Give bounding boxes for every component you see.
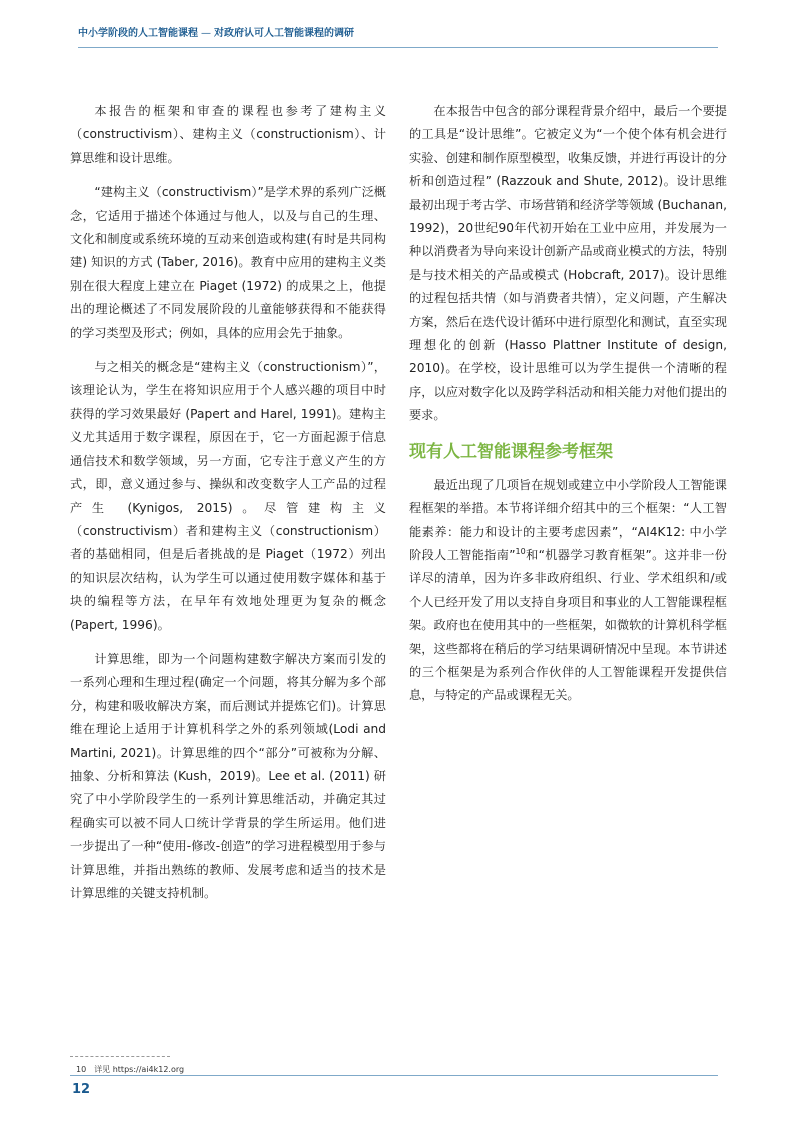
footnote-text[interactable]: 详见 https://ai4k12.org bbox=[94, 1065, 185, 1074]
paragraph-ai-frameworks-part2: 和“机器学习教育框架”。这并非一份详尽的清单，因为许多非政府组织、行业、学术组织和/或个人已经开发了用以支持自身项目和事业的人工智能课程框架。政府也在使用其中的一些框架，如微软的计算机科学框架，这些都将在稍后的学习结果调研情况中呈现。本节讲述的三个框架是为系列合作伙伴的人工智能课程开发提供信息，与特定的产品或课程无关。 bbox=[409, 547, 727, 703]
footnote-number: 10 bbox=[76, 1065, 87, 1074]
right-column bbox=[409, 100, 727, 719]
footnote bbox=[76, 1064, 184, 1075]
footnote-reference[interactable]: 10 bbox=[515, 546, 526, 556]
paragraph-ai-frameworks bbox=[409, 474, 727, 708]
footer-divider bbox=[70, 1075, 718, 1076]
paragraph-computational-thinking: 计算思维，即为一个问题构建数字解决方案而引发的一系列心理和生理过程(确定一个问题，将其分解为多个部分，构建和吸收解决方案，而后测试并提炼它们)。计算思维在理论上适用于计算机科学之外的系列领域(Lodi and Martini, 2021)。计算思维的四个“部分”可被称为分解、抽象、分析和算法 (Kush，2019)。Lee et al. (2011) 研究了中小学阶段学生的一系列计算思维活动，并确定其过程确实可以被不同人口统计学背景的学生所运用。他们进一步提出了一种“使用-修改-创造”的学习进程模型用于参与计算思维，并指出熟练的教师、发展考虑和适当的技术是计算思维的关键支持机制。 bbox=[70, 651, 386, 900]
footnote-divider bbox=[70, 1056, 170, 1057]
running-header bbox=[78, 24, 718, 39]
paragraph-constructivism: “建构主义（constructivism）”是学术界的系列广泛概念，它适用于描述个体通过与他人，以及与自己的生理、文化和制度或系统环境的互动来创造或构建(有时是共同构建) 知识的方式 (Taber, 2016)。教育中应用的建构主义类别在很大程度上建立在 Piaget (1972) 的成果之上，他提出的理论概述了不同发展阶段的儿童能够获得和不能获得的学习类型及形式；例如，具体的应用会先于抽象。 bbox=[70, 185, 386, 340]
page-number: 12 bbox=[72, 1082, 91, 1097]
paragraph-constructionism: 与之相关的概念是“建构主义（constructionism）”，该理论认为，学生在将知识应用于个人感兴趣的项目中时获得的学习效果最好 (Papert and Harel, 1991)。建构主义尤其适用于数字课程，原因在于，它一方面起源于信息通信技术和数学领域，另一方面，它专注于意义产生的方式，即，意义通过参与、操纵和改变数字人工产品的过程产生 (Kynigos, 2015)。尽管建构主义（constructivism）者和建构主义（constructionism）者的基础相同，但是后者挑战的是 Piaget（1972）列出的知识层次结构，认为学生可以通过使用数字媒体和基于块的编程等方法，在早年有效地处理更为复杂的概念 (Papert, 1996)。 bbox=[70, 360, 386, 632]
paragraph-design-thinking: 在本报告中包含的部分课程背景介绍中，最后一个要提的工具是“设计思维”。它被定义为“一个使个体有机会进行实验、创建和制作原型模型，收集反馈，并进行再设计的分析和创造过程” (Razzouk and Shute, 2012)。设计思维最初出现于考古学、市场营销和经济学等领域 (Buchanan, 1992)，20世纪90年代初开始在工业中应用，并发展为一种以消费者为导向来设计创新产品或商业模式的方法，特别是与技术相关的产品或模式 (Hobcraft, 2017)。设计思维的过程包括共情（如与消费者共情），定义问题，产生解决方案，然后在迭代设计循环中进行原型化和测试，直至实现理想化的创新 (Hasso Plattner Institute of design, 2010)。在学校，设计思维可以为学生提供一个清晰的程序，以应对数字化以及跨学科活动和相关能力对他们提出的要求。 bbox=[409, 104, 727, 423]
paragraph-ai-frameworks-part1: 最近出现了几项旨在规划或建立中小学阶段人工智能课程框架的举措。本节将详细介绍其中的三个框架：“人工智能素养：能力和设计的主要考虑因素”，“AI4K12: 中小学阶段人工智能指南” bbox=[409, 477, 727, 562]
header-separator: — bbox=[201, 28, 211, 39]
header-divider bbox=[78, 47, 718, 48]
section-title: 现有人工智能课程参考框架 bbox=[409, 441, 613, 462]
header-title: 中小学阶段的人工智能课程 bbox=[78, 28, 198, 39]
left-column bbox=[70, 100, 386, 916]
paragraph-frameworks-intro: 本报告的框架和审查的课程也参考了建构主义（constructivism）、建构主义（constructionism）、计算思维和设计思维。 bbox=[70, 104, 386, 165]
header-subtitle: 对政府认可人工智能课程的调研 bbox=[214, 28, 354, 39]
